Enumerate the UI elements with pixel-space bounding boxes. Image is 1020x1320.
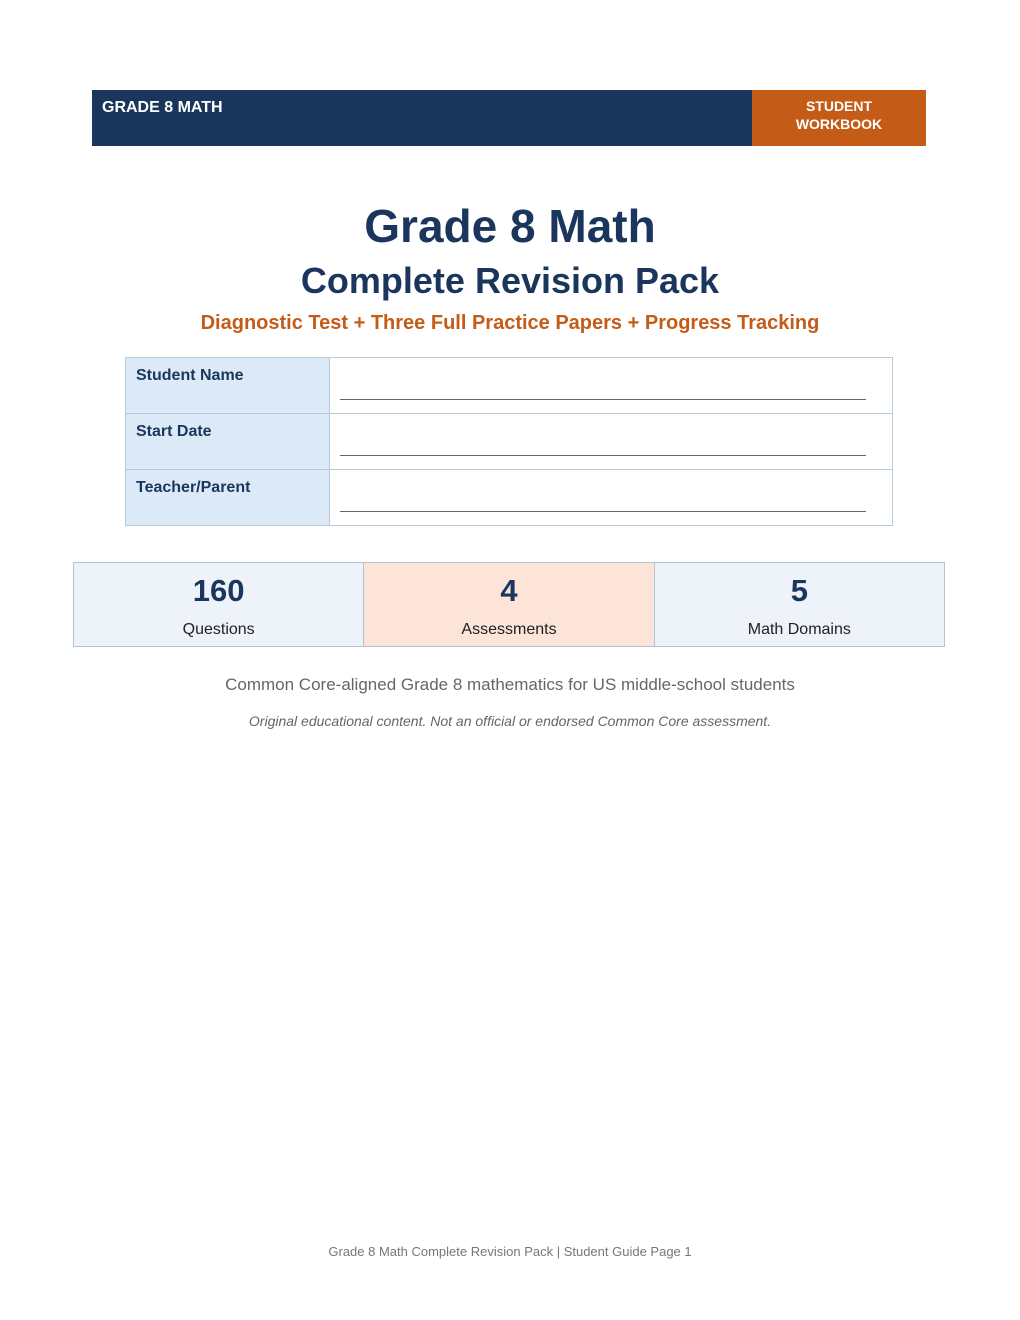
stat-label: Math Domains [747,621,851,638]
page-subtitle: Complete Revision Pack [300,260,720,301]
description-text: Common Core-aligned Grade 8 mathematics for US middle-school students [225,675,795,694]
header-badge-line1: STUDENT [805,98,873,114]
info-row-student-name [126,358,893,414]
info-label: Teacher/Parent [126,470,330,526]
stat-questions [74,563,364,646]
info-row-teacher-parent [126,470,893,526]
header-banner [92,90,926,146]
write-line [340,511,866,512]
stat-math-domains [655,563,944,646]
teacher-parent-field[interactable] [330,470,893,526]
student-info-table [125,357,893,526]
stat-number: 4 [500,573,518,608]
stat-label: Assessments [461,621,557,638]
page-footer: Grade 8 Math Complete Revision Pack | Student Guide Page 1 [328,1244,692,1259]
page-tagline: Diagnostic Test + Three Full Practice Papers + Progress Tracking [200,312,820,334]
disclaimer-text: Original educational content. Not an official or endorsed Common Core assessment. [248,713,772,729]
write-line [340,455,866,456]
write-line [340,399,866,400]
stats-panel [73,562,945,647]
header-badge [752,90,926,146]
stat-number: 5 [790,573,808,608]
stat-number: 160 [192,573,245,608]
page-title: Grade 8 Math [364,200,656,252]
info-label: Start Date [126,414,330,470]
header-badge-line2: WORKBOOK [795,116,883,132]
start-date-field[interactable] [330,414,893,470]
info-row-start-date [126,414,893,470]
header-subject-label: GRADE 8 MATH [92,90,752,146]
info-label: Student Name [126,358,330,414]
stat-label: Questions [182,621,255,638]
student-name-field[interactable] [330,358,893,414]
stat-assessments [364,563,654,646]
